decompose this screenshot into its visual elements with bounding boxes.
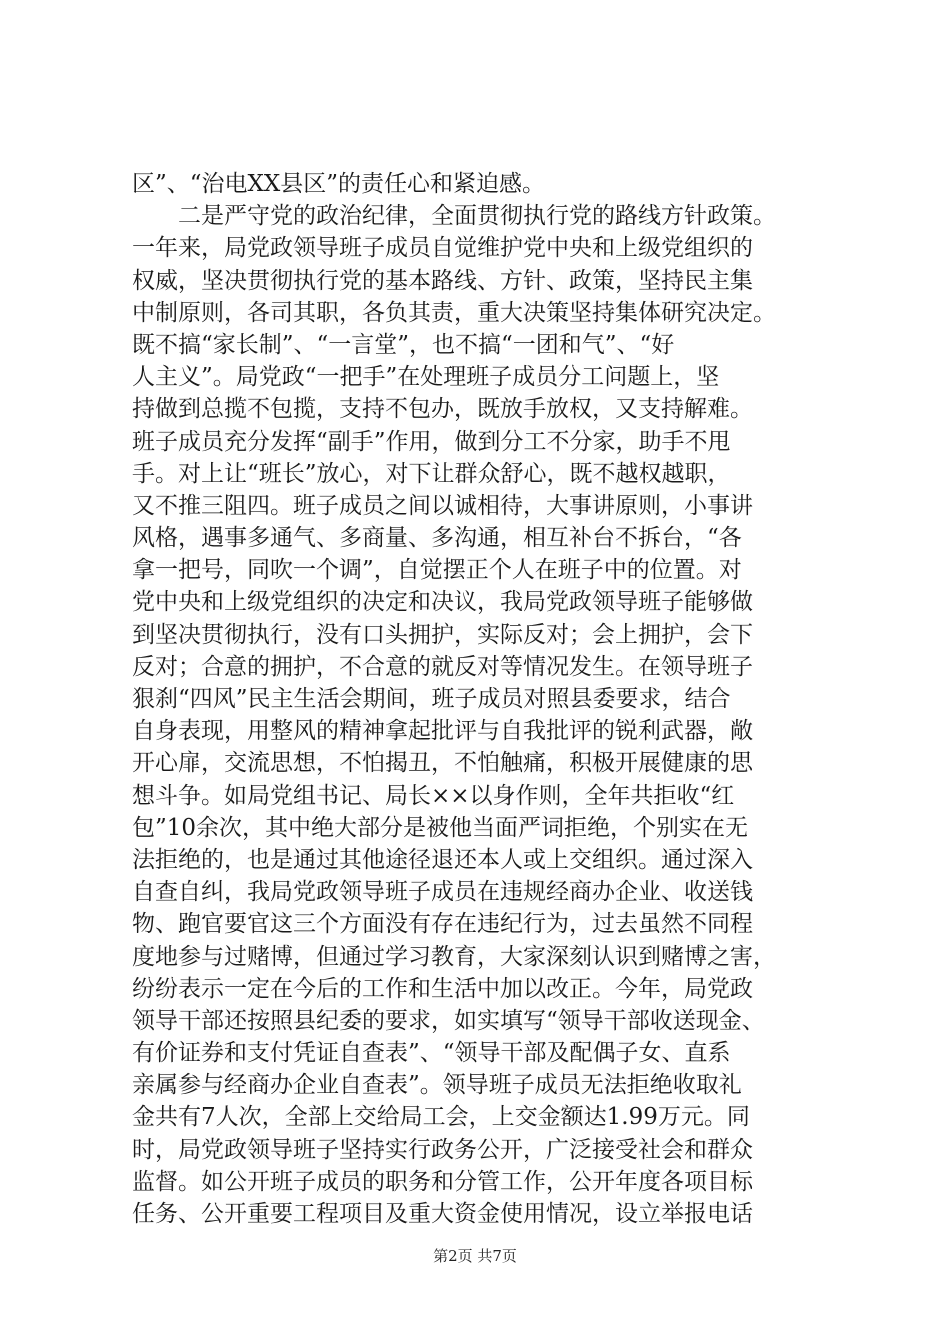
text-line: 包”10余次，其中绝大部分是被他当面严词拒绝，个别实在无 xyxy=(132,814,749,841)
page-footer: 第2页 共7页 xyxy=(433,1247,517,1265)
text-line: 到坚决贯彻执行，没有口头拥护，实际反对；会上拥护，会下 xyxy=(132,621,753,648)
paragraph-first-line: 二是严守党的政治纪律，全面贯彻执行党的路线方针政策。 xyxy=(178,203,776,230)
text-line: 开心扉，交流思想，不怕揭丑，不怕触痛，积极开展健康的思 xyxy=(132,750,753,777)
text-line: 反对；合意的拥护，不合意的就反对等情况发生。在领导班子 xyxy=(132,653,753,680)
text-line: 持做到总揽不包揽，支持不包办，既放手放权，又支持解难。 xyxy=(132,396,753,423)
text-line: 又不推三阻四。班子成员之间以诚相待，大事讲原则，小事讲 xyxy=(132,492,753,519)
text-line: 任务、公开重要工程项目及重大资金使用情况，设立举报电话 xyxy=(132,1201,753,1227)
text-line: 权威，坚决贯彻执行党的基本路线、方针、政策，坚持民主集 xyxy=(132,267,753,294)
text-line: 班子成员充分发挥“副手”作用，做到分工不分家，助手不甩 xyxy=(132,428,731,455)
text-line: 既不搞“家长制”、“一言堂”，也不搞“一团和气”、“好 xyxy=(132,331,675,358)
text-line: 党中央和上级党组织的决定和决议，我局党政领导班子能够做 xyxy=(132,589,753,616)
text-line: 监督。如公开班子成员的职务和分管工作，公开年度各项目标 xyxy=(132,1168,753,1195)
text-line: 纷纷表示一定在今后的工作和生活中加以改正。今年，局党政 xyxy=(132,975,753,1002)
text-line: 领导干部还按照县纪委的要求，如实填写“领导干部收送现金、 xyxy=(132,1007,765,1034)
text-line: 自查自纠，我局党政领导班子成员在违规经商办企业、收送钱 xyxy=(132,879,753,906)
text-line: 法拒绝的，也是通过其他途径退还本人或上交组织。通过深入 xyxy=(132,846,753,873)
body-text xyxy=(132,168,852,1230)
text-line: 手。对上让“班长”放心，对下让群众舒心，既不越权越职， xyxy=(132,460,731,487)
text-line: 狠刹“四风”民主生活会期间，班子成员对照县委要求，结合 xyxy=(132,686,731,712)
text-line: 度地参与过赌博，但通过学习教育，大家深刻认识到赌博之害， xyxy=(132,943,776,970)
text-line: 亲属参与经商办企业自查表”。领导班子成员无法拒绝收取礼 xyxy=(132,1072,742,1099)
text-line: 人主义”。局党政“一把手”在处理班子成员分工问题上，坚 xyxy=(132,364,720,391)
text-line: 时，局党政领导班子坚持实行政务公开，广泛接受社会和群众 xyxy=(132,1136,753,1163)
text-line: 物、跑官要官这三个方面没有存在违纪行为，过去虽然不同程 xyxy=(132,911,753,938)
text-line: 有价证券和支付凭证自查表”、“领导干部及配偶子女、直系 xyxy=(132,1040,731,1067)
text-line: 想斗争。如局党组书记、局长××以身作则，全年共拒收“红 xyxy=(132,782,735,809)
text-line: 一年来，局党政领导班子成员自觉维护党中央和上级党组织的 xyxy=(132,235,753,262)
text-line: 中制原则，各司其职，各负其责，重大决策坚持集体研究决定。 xyxy=(132,299,776,326)
text-line: 拿一把号，同吹一个调”，自觉摆正个人在班子中的位置。对 xyxy=(132,557,742,584)
text-line: 金共有7人次，全部上交给局工会，上交金额达1.99万元。同 xyxy=(132,1104,750,1131)
text-line: 区”、“治电XX县区”的责任心和紧迫感。 xyxy=(132,171,546,197)
text-line: 自身表现，用整风的精神拿起批评与自我批评的锐利武器，敞 xyxy=(132,718,753,745)
text-line: 风格，遇事多通气、多商量、多沟通，相互补台不拆台，“各 xyxy=(132,525,742,552)
